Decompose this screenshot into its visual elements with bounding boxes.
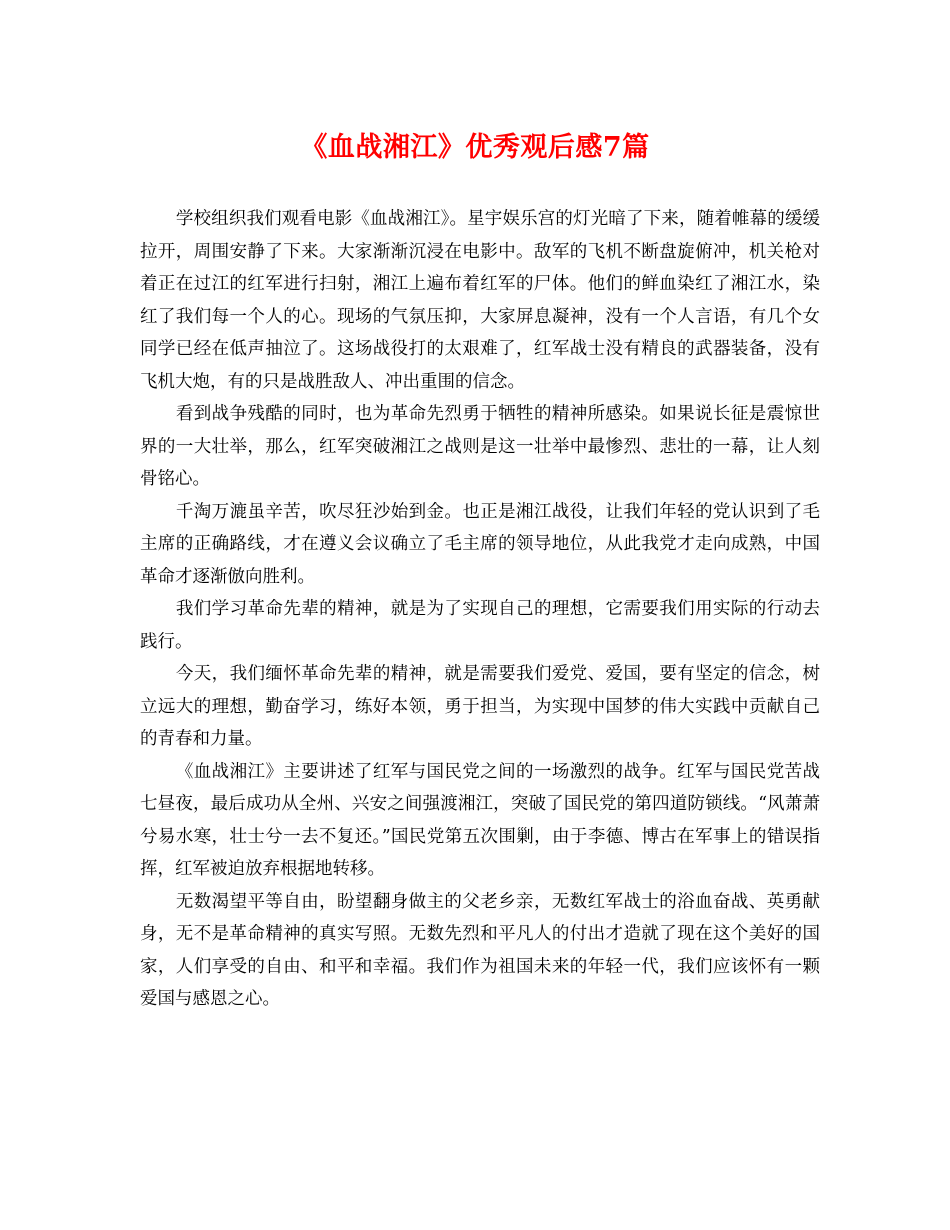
paragraph-1: 学校组织我们观看电影《血战湘江》。星宇娱乐宫的灯光暗了下来，随着帷幕的缓缓拉开，周围安静了下来。大家渐渐沉浸在电影中。敌军的飞机不断盘旋俯冲，机关枪对着正在过江的红军进行扫射，湘江上遍布着红军的尸体。他们的鲜血染红了湘江水，染红了我们每一个人的心。现场的气氛压抑，大家屏息凝神，没有一个人言语，有几个女同学已经在低声抽泣了。这场战役打的太艰难了，红军战士没有精良的武器装备，没有飞机大炮，有的只是战胜敌人、冲出重围的信念。 <box>140 209 820 392</box>
paragraph-3: 千淘万漉虽辛苦，吹尽狂沙始到金。也正是湘江战役，让我们年轻的党认识到了毛主席的正确路线，才在遵义会议确立了毛主席的领导地位，从此我党才走向成熟，中国革命才逐渐倣向胜利。 <box>140 501 820 587</box>
document-body <box>140 203 820 1016</box>
paragraph-6: 《血战湘江》主要讲述了红军与国民党之间的一场激烈的战争。红军与国民党苦战七昼夜，最后成功从全州、兴安之间强渡湘江，突破了国民党的第四道防锁线。“风萧萧兮易水寒，壮士兮一去不复还。”国民党第五次围剿，由于李德、博古在军事上的错误指挥，红军被迫放弃根据地转移。 <box>140 761 820 879</box>
paragraph-4: 我们学习革命先辈的精神，就是为了实现自己的理想，它需要我们用实际的行动去践行。 <box>140 599 820 652</box>
paragraph-5: 今天，我们缅怀革命先辈的精神，就是需要我们爱党、爱国，要有坚定的信念，树立远大的理想，勤奋学习，练好本领，勇于担当，为实现中国梦的伟大实践中贡献自己的青春和力量。 <box>140 664 820 749</box>
paragraph-7: 无数渴望平等自由，盼望翻身做主的父老乡亲，无数红军战士的浴血奋战、英勇献身，无不是革命精神的真实写照。无数先烈和平凡人的付出才造就了现在这个美好的国家，人们享受的自由、和平和幸福。我们作为祖国未来的年轻一代，我们应该怀有一颗爱国与感恩之心。 <box>140 891 820 1009</box>
page-title: 《血战湘江》优秀观后感7篇 <box>300 132 650 163</box>
paragraph-2: 看到战争残酷的同时，也为革命先烈勇于牺牲的精神所感染。如果说长征是震惊世界的一大壮举，那么，红军突破湘江之战则是这一壮举中最惨烈、悲壮的一幕，让人刻骨铭心。 <box>140 404 820 489</box>
